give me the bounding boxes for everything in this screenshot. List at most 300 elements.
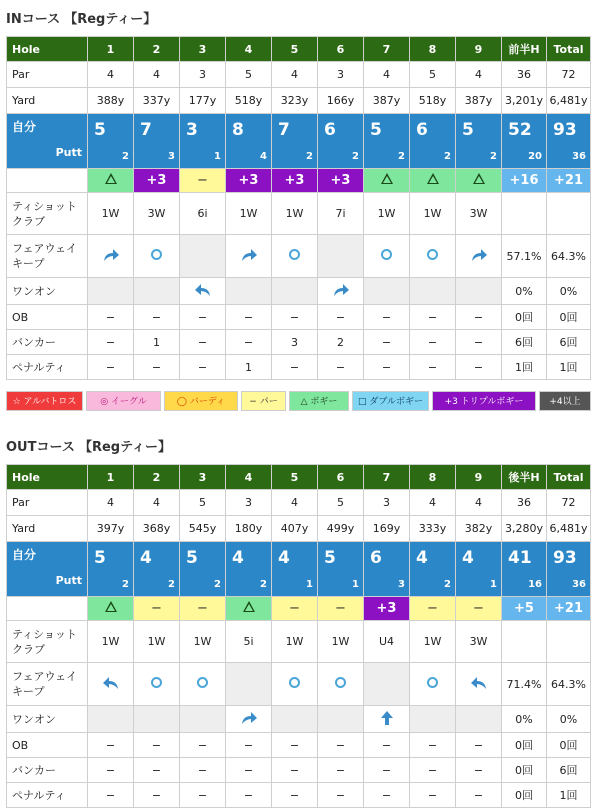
putt-count: 2 xyxy=(122,151,129,162)
bunker-row-cell: 1 xyxy=(134,330,180,355)
putt-count: 2 xyxy=(398,151,405,162)
penalty-row-cell: 1回 xyxy=(502,355,547,380)
result-sum: +16 xyxy=(502,169,547,193)
right-arrow-icon xyxy=(239,710,259,726)
yard-row-cell: 545y xyxy=(180,516,226,542)
ob-row-cell: − xyxy=(364,305,410,330)
header-row xyxy=(7,465,591,490)
putt-count: 2 xyxy=(352,151,359,162)
bogey-triangle-icon xyxy=(243,601,255,612)
one-on-row-cell xyxy=(272,706,318,733)
par-row-cell: 4 xyxy=(88,62,134,88)
score-wrap xyxy=(134,116,179,166)
tee-club-row-cell xyxy=(502,621,547,663)
legend-item: ☆ アルバトロス xyxy=(6,391,83,411)
ob-row-cell: − xyxy=(456,305,502,330)
right-arrow-icon xyxy=(239,247,259,263)
one-on-row-label: ワンオン xyxy=(7,706,88,733)
score-wrap xyxy=(410,544,455,594)
ob-row-cell: 0回 xyxy=(547,733,591,758)
par-row-cell: 4 xyxy=(88,490,134,516)
putt-count: 1 xyxy=(490,579,497,590)
one-on-row-cell xyxy=(134,278,180,305)
stroke-count: 7 xyxy=(278,120,290,140)
in-course-scorecard xyxy=(6,36,591,380)
yard-row-cell: 3,201y xyxy=(502,88,547,114)
score-wrap xyxy=(226,116,271,166)
yard-row-label: Yard xyxy=(7,88,88,114)
penalty-row-label: ペナルティ xyxy=(7,355,88,380)
tee-club-row-cell: 3W xyxy=(456,621,502,663)
ob-row-cell: − xyxy=(318,305,364,330)
one-on-row-cell: 0% xyxy=(502,278,547,305)
hole-number: 9 xyxy=(456,37,502,62)
putt-count: 2 xyxy=(260,579,267,590)
result-triple: +3 xyxy=(272,169,318,193)
hole-number: 8 xyxy=(410,37,456,62)
ob-row-cell: − xyxy=(410,733,456,758)
result-triple: +3 xyxy=(226,169,272,193)
fairway-row-cell xyxy=(318,663,364,706)
legend-item: ◯ バーディ xyxy=(164,391,238,411)
bunker-row-cell: 6回 xyxy=(547,330,591,355)
ob-row-cell: 0回 xyxy=(502,305,547,330)
score-cell xyxy=(364,542,410,597)
ob-row-cell: − xyxy=(364,733,410,758)
score-cell xyxy=(318,542,364,597)
putt-count: 2 xyxy=(306,151,313,162)
yard-row-cell: 499y xyxy=(318,516,364,542)
tee-club-row-label: ティショットクラブ xyxy=(7,193,88,235)
par-row-cell: 3 xyxy=(318,62,364,88)
legend-item: △ ボギー xyxy=(289,391,349,411)
tee-club-row-cell: 1W xyxy=(318,621,364,663)
stroke-count: 6 xyxy=(324,120,336,140)
fairway-row-cell xyxy=(180,235,226,278)
stroke-count: 4 xyxy=(232,548,244,568)
score-cell xyxy=(456,542,502,597)
out-course-name: OUTコース xyxy=(6,440,75,455)
tee-club-row-cell: 1W xyxy=(226,193,272,235)
left-arrow-icon xyxy=(469,675,489,691)
penalty-row-cell: − xyxy=(180,783,226,808)
bunker-row-cell: 0回 xyxy=(502,758,547,783)
ob-row-cell: − xyxy=(410,305,456,330)
tee-club-row xyxy=(7,193,591,235)
yard-row xyxy=(7,516,591,542)
penalty-row-cell: − xyxy=(88,355,134,380)
one-on-row-cell xyxy=(88,706,134,733)
par-row-cell: 72 xyxy=(547,62,591,88)
tee-club-row-cell: 1W xyxy=(272,621,318,663)
result-bogey xyxy=(88,169,134,193)
putt-count: 2 xyxy=(490,151,497,162)
putt-count: 2 xyxy=(444,579,451,590)
fairway-row-cell xyxy=(272,663,318,706)
score-cell xyxy=(547,114,591,169)
stroke-count: 4 xyxy=(278,548,290,568)
par-row-cell: 36 xyxy=(502,62,547,88)
ring-icon xyxy=(197,677,208,688)
stroke-count: 5 xyxy=(370,120,382,140)
ob-row-label: OB xyxy=(7,733,88,758)
tee-club-row-cell: 1W xyxy=(272,193,318,235)
self-label xyxy=(7,542,88,597)
legend-item: ◎ イーグル xyxy=(86,391,161,411)
bunker-row-cell: − xyxy=(180,758,226,783)
fairway-row-cell xyxy=(456,235,502,278)
one-on-row-cell xyxy=(364,278,410,305)
par-row xyxy=(7,62,591,88)
par-row-cell: 4 xyxy=(134,62,180,88)
score-legend xyxy=(6,391,591,411)
putt-count: 20 xyxy=(528,151,542,162)
ob-row-cell: − xyxy=(88,733,134,758)
one-on-row-cell xyxy=(456,706,502,733)
bunker-row-cell: 6回 xyxy=(547,758,591,783)
yard-row-cell: 387y xyxy=(364,88,410,114)
ob-row-cell: − xyxy=(226,305,272,330)
score-cell xyxy=(88,542,134,597)
tee-club-row-cell: 1W xyxy=(88,621,134,663)
fairway-row-cell xyxy=(226,235,272,278)
score-cell xyxy=(226,114,272,169)
score-wrap xyxy=(547,544,590,594)
hole-label: Hole xyxy=(7,465,88,490)
penalty-row-cell: − xyxy=(318,783,364,808)
fairway-row-cell xyxy=(88,663,134,706)
bunker-row-cell: 2 xyxy=(318,330,364,355)
yard-row-cell: 6,481y xyxy=(547,516,591,542)
fairway-row-cell xyxy=(456,663,502,706)
bunker-row-cell: − xyxy=(456,330,502,355)
tee-club-row-cell: 1W xyxy=(410,621,456,663)
result-sum: +5 xyxy=(502,597,547,621)
score-cell xyxy=(134,114,180,169)
stroke-count: 93 xyxy=(553,120,577,140)
self-label-text: 自分 xyxy=(12,548,37,562)
result-label xyxy=(7,169,88,193)
score-cell xyxy=(410,542,456,597)
one-on-row-cell: 0% xyxy=(502,706,547,733)
fairway-row-cell: 57.1% xyxy=(502,235,547,278)
hole-number: 3 xyxy=(180,37,226,62)
putt-count: 2 xyxy=(214,579,221,590)
score-cell xyxy=(180,114,226,169)
stroke-count: 4 xyxy=(462,548,474,568)
fairway-row-cell: 64.3% xyxy=(547,663,591,706)
bunker-row-cell: − xyxy=(88,758,134,783)
penalty-row-cell: − xyxy=(88,783,134,808)
out-course-tee: 【Regティー】 xyxy=(78,440,172,455)
out-course-scorecard xyxy=(6,464,591,808)
score-wrap xyxy=(364,544,409,594)
score-cell xyxy=(502,114,547,169)
bunker-row-cell: − xyxy=(364,330,410,355)
tee-club-row-cell: 1W xyxy=(410,193,456,235)
one-on-row-cell: 0% xyxy=(547,706,591,733)
penalty-row-cell: − xyxy=(364,783,410,808)
yard-row-cell: 387y xyxy=(456,88,502,114)
bunker-row-cell: − xyxy=(456,758,502,783)
yard-row-cell: 177y xyxy=(180,88,226,114)
bunker-row-label: バンカー xyxy=(7,330,88,355)
left-arrow-icon xyxy=(101,675,121,691)
result-sum: +21 xyxy=(547,597,591,621)
score-cell xyxy=(226,542,272,597)
penalty-row-cell: − xyxy=(410,355,456,380)
bunker-row-cell: − xyxy=(88,330,134,355)
bunker-row-cell: − xyxy=(364,758,410,783)
hole-number: 6 xyxy=(318,465,364,490)
bunker-row-cell: − xyxy=(180,330,226,355)
fairway-row-label: フェアウェイキープ xyxy=(7,663,88,706)
stroke-count: 5 xyxy=(462,120,474,140)
score-wrap xyxy=(547,116,590,166)
ob-row-cell: 0回 xyxy=(547,305,591,330)
bunker-row-cell: 6回 xyxy=(502,330,547,355)
stroke-count: 6 xyxy=(416,120,428,140)
par-row-cell: 4 xyxy=(456,62,502,88)
legend-item: +3 トリプルボギー xyxy=(432,391,536,411)
score-cell xyxy=(318,114,364,169)
bunker-row-cell: − xyxy=(318,758,364,783)
fairway-row-cell xyxy=(180,663,226,706)
putt-count: 2 xyxy=(122,579,129,590)
yard-row xyxy=(7,88,591,114)
result-par: − xyxy=(180,169,226,193)
self-row xyxy=(7,542,591,597)
in-course-name: INコース xyxy=(6,12,61,27)
ob-row-cell: − xyxy=(456,733,502,758)
one-on-row-cell: 0% xyxy=(547,278,591,305)
stroke-count: 5 xyxy=(186,548,198,568)
stroke-count: 5 xyxy=(324,548,336,568)
result-bogey xyxy=(410,169,456,193)
hole-number: 5 xyxy=(272,465,318,490)
right-arrow-icon xyxy=(469,247,489,263)
fairway-row-cell xyxy=(134,663,180,706)
yard-row-cell: 337y xyxy=(134,88,180,114)
score-cell xyxy=(364,114,410,169)
hole-number: Total xyxy=(547,37,591,62)
par-row-label: Par xyxy=(7,62,88,88)
hole-number: 4 xyxy=(226,37,272,62)
out-course-title xyxy=(6,436,171,455)
bunker-row-cell: − xyxy=(272,758,318,783)
putt-count: 1 xyxy=(352,579,359,590)
bunker-row-cell: − xyxy=(226,758,272,783)
fairway-row-cell xyxy=(134,235,180,278)
self-row xyxy=(7,114,591,169)
ob-row xyxy=(7,733,591,758)
yard-row-label: Yard xyxy=(7,516,88,542)
par-row-cell: 4 xyxy=(410,490,456,516)
in-course-title xyxy=(6,8,156,27)
bunker-row-label: バンカー xyxy=(7,758,88,783)
fairway-row xyxy=(7,235,591,278)
par-row-cell: 5 xyxy=(180,490,226,516)
par-row-cell: 5 xyxy=(226,62,272,88)
legend-item: □ ダブルボギー xyxy=(352,391,429,411)
stroke-count: 4 xyxy=(416,548,428,568)
hole-number: 5 xyxy=(272,37,318,62)
score-cell xyxy=(134,542,180,597)
score-wrap xyxy=(456,116,501,166)
yard-row-cell: 6,481y xyxy=(547,88,591,114)
par-row-cell: 4 xyxy=(272,62,318,88)
tee-club-row-cell: 7i xyxy=(318,193,364,235)
score-wrap xyxy=(502,544,546,594)
ring-icon xyxy=(289,677,300,688)
one-on-row-cell xyxy=(180,706,226,733)
score-wrap xyxy=(502,116,546,166)
hole-number: 4 xyxy=(226,465,272,490)
fairway-row-cell xyxy=(410,235,456,278)
score-wrap xyxy=(180,116,225,166)
bunker-row-cell: − xyxy=(226,330,272,355)
one-on-row-cell xyxy=(364,706,410,733)
result-par: − xyxy=(410,597,456,621)
ring-icon xyxy=(335,677,346,688)
score-wrap xyxy=(364,116,409,166)
putt-count: 2 xyxy=(168,579,175,590)
up-arrow-icon xyxy=(377,710,397,726)
result-par: − xyxy=(134,597,180,621)
par-row-cell: 4 xyxy=(134,490,180,516)
penalty-row-cell: 1回 xyxy=(547,355,591,380)
ring-icon xyxy=(427,249,438,260)
score-cell xyxy=(180,542,226,597)
score-wrap xyxy=(410,116,455,166)
penalty-row-cell: − xyxy=(364,355,410,380)
score-wrap xyxy=(226,544,271,594)
yard-row-cell: 518y xyxy=(410,88,456,114)
result-par: − xyxy=(318,597,364,621)
score-wrap xyxy=(318,544,363,594)
penalty-row-cell: − xyxy=(134,355,180,380)
score-wrap xyxy=(272,544,317,594)
result-triple: +3 xyxy=(134,169,180,193)
putt-count: 3 xyxy=(168,151,175,162)
stroke-count: 5 xyxy=(94,120,106,140)
yard-row-cell: 166y xyxy=(318,88,364,114)
fairway-row-cell: 64.3% xyxy=(547,235,591,278)
tee-club-row-cell: 1W xyxy=(134,621,180,663)
score-wrap xyxy=(88,544,133,594)
bogey-triangle-icon xyxy=(473,173,485,184)
ob-row-cell: − xyxy=(180,305,226,330)
putt-count: 1 xyxy=(306,579,313,590)
par-row xyxy=(7,490,591,516)
yard-row-cell: 407y xyxy=(272,516,318,542)
bogey-triangle-icon xyxy=(105,173,117,184)
one-on-row-cell xyxy=(272,278,318,305)
par-row-cell: 72 xyxy=(547,490,591,516)
score-wrap xyxy=(180,544,225,594)
penalty-row-cell: 1回 xyxy=(547,783,591,808)
hole-number: 7 xyxy=(364,465,410,490)
yard-row-cell: 382y xyxy=(456,516,502,542)
penalty-row xyxy=(7,355,591,380)
result-par: − xyxy=(180,597,226,621)
hole-number: 後半H xyxy=(502,465,547,490)
hole-number: 2 xyxy=(134,465,180,490)
score-cell xyxy=(547,542,591,597)
ob-row xyxy=(7,305,591,330)
tee-club-row-cell: 5i xyxy=(226,621,272,663)
putt-label: Putt xyxy=(55,574,82,587)
result-bogey xyxy=(88,597,134,621)
one-on-row-cell xyxy=(88,278,134,305)
stroke-count: 5 xyxy=(94,548,106,568)
par-row-cell: 4 xyxy=(272,490,318,516)
result-row xyxy=(7,169,591,193)
score-wrap xyxy=(134,544,179,594)
bunker-row-cell: − xyxy=(410,758,456,783)
putt-count: 36 xyxy=(572,151,586,162)
tee-club-row-cell xyxy=(547,621,591,663)
par-row-cell: 3 xyxy=(226,490,272,516)
ring-icon xyxy=(151,249,162,260)
stroke-count: 4 xyxy=(140,548,152,568)
par-row-cell: 4 xyxy=(364,62,410,88)
ring-icon xyxy=(289,249,300,260)
stroke-count: 41 xyxy=(508,548,532,568)
result-row xyxy=(7,597,591,621)
yard-row-cell: 388y xyxy=(88,88,134,114)
ob-row-cell: − xyxy=(88,305,134,330)
tee-club-row-cell: 6i xyxy=(180,193,226,235)
par-row-label: Par xyxy=(7,490,88,516)
penalty-row-cell: − xyxy=(456,355,502,380)
fairway-row-label: フェアウェイキープ xyxy=(7,235,88,278)
legend-item: − パー xyxy=(241,391,286,411)
hole-number: 9 xyxy=(456,465,502,490)
fairway-row xyxy=(7,663,591,706)
penalty-row-cell: − xyxy=(134,783,180,808)
hole-number: 前半H xyxy=(502,37,547,62)
score-cell xyxy=(410,114,456,169)
ob-row-cell: 0回 xyxy=(502,733,547,758)
result-bogey xyxy=(226,597,272,621)
result-bogey xyxy=(456,169,502,193)
bunker-row-cell: 3 xyxy=(272,330,318,355)
score-wrap xyxy=(88,116,133,166)
hole-number: 1 xyxy=(88,37,134,62)
putt-count: 1 xyxy=(214,151,221,162)
one-on-row xyxy=(7,278,591,305)
score-wrap xyxy=(318,116,363,166)
ring-icon xyxy=(381,249,392,260)
tee-club-row-label: ティショットクラブ xyxy=(7,621,88,663)
stroke-count: 7 xyxy=(140,120,152,140)
result-par: − xyxy=(456,597,502,621)
penalty-row-cell: − xyxy=(456,783,502,808)
bogey-triangle-icon xyxy=(381,173,393,184)
fairway-row-cell xyxy=(364,235,410,278)
result-label xyxy=(7,597,88,621)
ob-row-cell: − xyxy=(226,733,272,758)
putt-label: Putt xyxy=(55,146,82,159)
score-cell xyxy=(88,114,134,169)
bunker-row-cell: − xyxy=(134,758,180,783)
ob-row-cell: − xyxy=(318,733,364,758)
tee-club-row-cell xyxy=(502,193,547,235)
header-row xyxy=(7,37,591,62)
hole-number: 7 xyxy=(364,37,410,62)
yard-row-cell: 333y xyxy=(410,516,456,542)
